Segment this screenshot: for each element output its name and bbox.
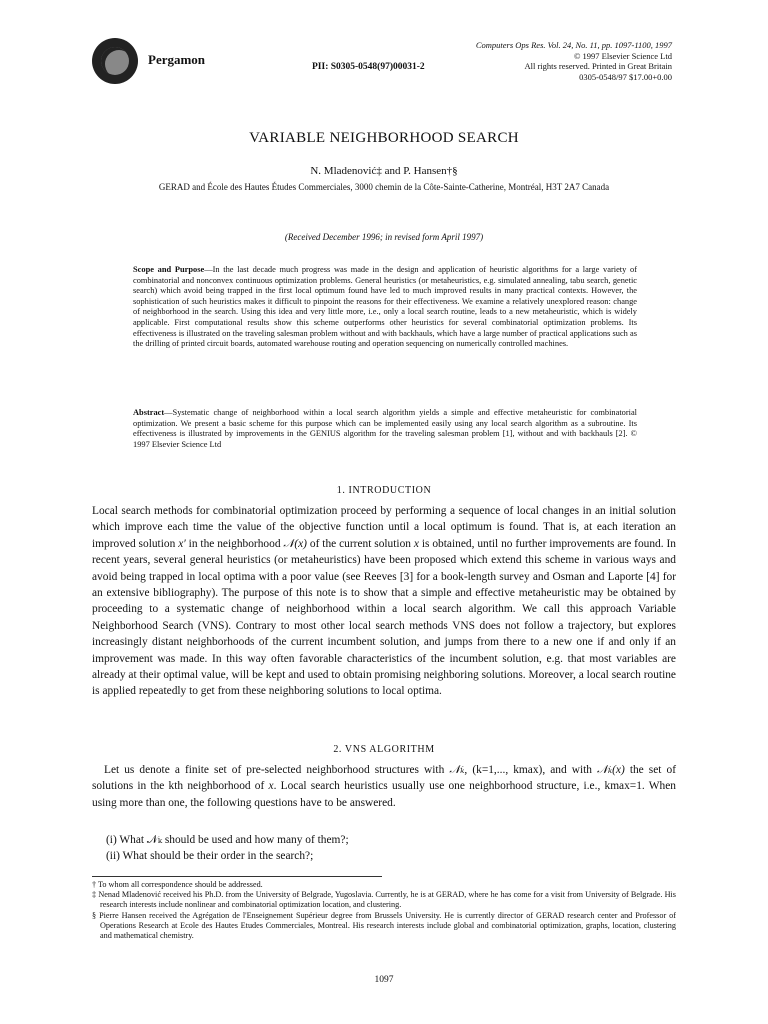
footnote: ‡ Nenad Mladenović received his Ph.D. from the University of Belgrade, Yugoslavia. Currently, he is at GERAD, where he has come for a visit from University of Belgrade. His research interests include nonlinear and combinatorial optimization location, and clustering. [92,890,676,910]
list-item: (i) What 𝒩ₖ should be used and how many of them?; [106,834,349,846]
paper-authors: N. Mladenović‡ and P. Hansen†§ [310,165,458,177]
introduction-paragraph: Local search methods for combinatorial optimization proceed by performing a sequence of local changes in an initial solution which improve each time the value of the objective function until a local optimum is found. That is, at each iteration an improved solution x′ in the neighborhood 𝒩(x) of the current solution x is obtained, until no further improvements are found. In recent years, several general heuristics (or metaheuristics) have been proposed which extend this scheme in various ways and avoid being trapped in local optima with a poor value (see Reeves [3] for a book-length survey and Osman and Laporte [4] for an extensive bibliography). The purpose of this note is to show that a simple and effective metaheuristic may be obtained by proceeding to a systematic change of neighborhood within a local search algorithm. We call this approach Variable Neighborhood Search (VNS). Contrary to most other local search methods VNS does not follow a trajectory, but explores increasingly distant neighborhoods of the current incumbent solution, and jumps from there to a new one if and only if an improvement was made. In this way often favorable characteristics of the incumbent solution, e.g. that most variables are already at their optimal value, will be kept and used to obtain promising neighboring solutions. Moreover, a local search routine is applied repeatedly to get from these neighboring solutions to local optima. [92,505,676,698]
page-number: 1097 [374,975,394,985]
publisher-name: Pergamon [148,52,206,67]
section-heading-vns-algorithm: 2. VNS ALGORITHM [333,744,435,755]
scope-text: —In the last decade much progress was made in the design and application of heuristic algorithms for a large variety of combinatorial and nonconvex continuous optimization problems. General heuristics (or metaheuristics, e.g. simulated annealing, tabu search, genetic search) which avoid being trapped in the first local optimum found have led to much improved results in many practical contexts. However, the sophistication of such heuristics makes it difficult to pinpoint the reasons for their effectiveness. We examine a relatively unexplored reason: change of neighborhood in the search. Using this idea and very little more, i.e., only a local search routine, leads to a new metaheuristic, which is widely applicable. First computational results show this scheme outperforms other heuristics for several combinatorial optimization problems. Its effectiveness is illustrated on the traveling salesman problem without and with backhauls, which have a large number of practical applications such as the drilling of printed circuit boards, automated warehouse routing and operation sequencing on numerically controlled machines. [133,265,637,349]
received-dates: (Received December 1996; in revised form April 1997) [284,232,484,242]
copyright-line: © 1997 Elsevier Science Ltd [573,50,672,61]
question-list [106,832,349,865]
footnote: § Pierre Hansen received the Agrégation de l'Enseignement Supérieur degree from Brussels University. He is currently director of GERAD research center and Professor of Operations Research at Ecole des Hautes Etudes Commerciales, Montreal. His research interests include global and combinatorial optimization, graphs, location, clustering and mathematical chemistry. [92,910,676,941]
abstract-label: Abstract [133,408,165,417]
rights-line: All rights reserved. Printed in Great Britain [524,61,672,71]
journal-info [476,40,672,82]
footnotes [92,880,676,941]
abstract-text: —Systematic change of neighborhood within a local search algorithm yields a simple and effective metaheuristic for combinatorial optimization. We present a basic scheme for this purpose which can be implemented easily using any local search algorithm as a subroutine. Its effectiveness is illustrated by improvements in the GENIUS algorithm for the traveling salesman problem [1], without and with backhauls [2]. © 1997 Elsevier Science Ltd [133,408,637,449]
vns-paragraph: Let us denote a finite set of pre-selected neighborhood structures with 𝒩ₖ, (k=1,..., kmax), and with 𝒩ₖ(x) the set of solutions in the kth neighborhood of x. Local search heuristics usually use one neighborhood structure, i.e., kmax=1. When using more than one, the following questions have to be answered. [92,764,676,809]
paper-title: VARIABLE NEIGHBORHOOD SEARCH [249,130,519,146]
footnote-divider [92,876,382,877]
section-heading-introduction: 1. INTRODUCTION [336,485,432,496]
scope-and-purpose [133,265,637,350]
author-affiliation: GERAD and École des Hautes Études Commerciales, 3000 chemin de la Côte-Sainte-Catherine, Montréal, H3T 2A7 Canada [158,182,610,192]
pii-code: PII: S0305-0548(97)00031-2 [312,62,425,72]
issn-line: 0305-0548/97 $17.00+0.00 [579,71,672,82]
elsevier-tree-logo-icon [92,38,138,84]
abstract [133,408,637,450]
footnote: † To whom all correspondence should be addressed. [92,880,263,889]
journal-line: Computers Ops Res. Vol. 24, No. 11, pp. 1097-1100, 1997 [475,40,672,50]
list-item: (ii) What should be their order in the search?; [106,850,314,863]
scope-label: Scope and Purpose [133,265,205,274]
